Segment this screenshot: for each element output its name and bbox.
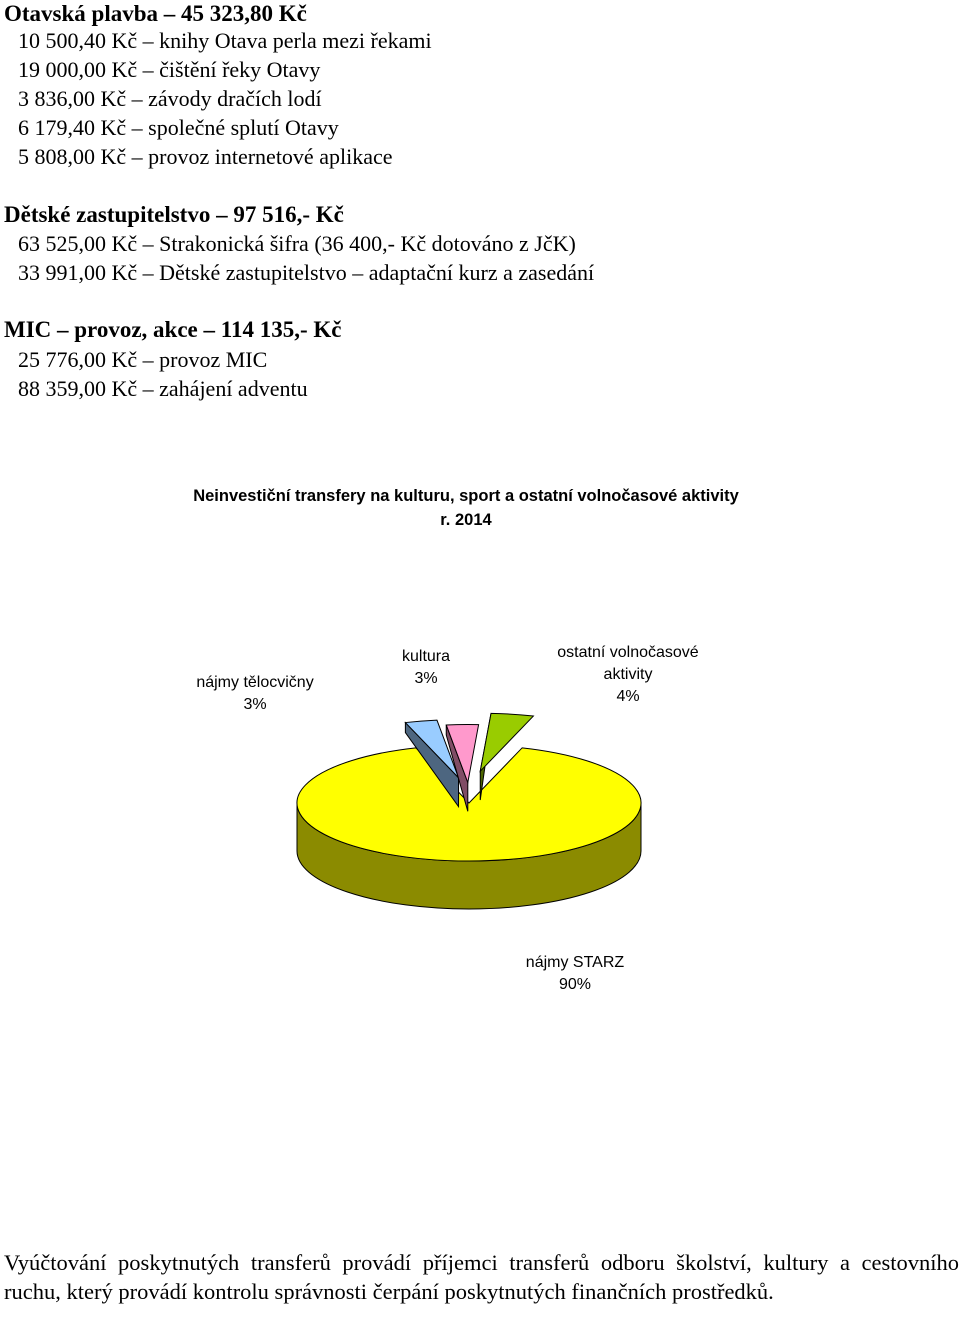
list-item: 25 776,00 Kč – provoz MIC bbox=[18, 347, 268, 372]
slice-label-starz bbox=[505, 952, 645, 996]
slice-label-ostatni bbox=[538, 642, 718, 708]
list-item: 10 500,40 Kč – knihy Otava perla mezi řekami bbox=[18, 28, 432, 53]
list-item: 19 000,00 Kč – čištění řeky Otavy bbox=[18, 57, 321, 82]
chart-title-year: r. 2014 bbox=[440, 511, 492, 529]
chart-title: Neinvestiční transfery na kulturu, sport a ostatní volnočasové aktivity bbox=[193, 487, 739, 505]
slice-name: kultura bbox=[401, 648, 451, 665]
slice-name: ostatní volnočasové bbox=[557, 644, 699, 661]
list-item: 3 836,00 Kč – závody dračích lodí bbox=[18, 86, 322, 111]
list-item: 88 359,00 Kč – zahájení adventu bbox=[18, 376, 308, 401]
pie-chart-graphic bbox=[0, 470, 960, 1030]
footer-paragraph: Vyúčtování poskytnutých transferů provádí příjemci transferů odboru školství, kultury a cestovního ruchu, který provádí kontrolu správnosti čerpání poskytnutých finančních prostředků. bbox=[4, 1250, 959, 1304]
pie-chart bbox=[0, 470, 960, 1030]
slice-label-kultura bbox=[376, 646, 476, 690]
section-heading-mic: MIC – provoz, akce – 114 135,- Kč bbox=[4, 317, 342, 342]
slice-name: nájmy tělocvičny bbox=[196, 674, 314, 691]
section-heading-otavska-plavba: Otavská plavba – 45 323,80 Kč bbox=[4, 1, 307, 26]
slice-name: nájmy STARZ bbox=[525, 954, 625, 971]
slice-name-continued: aktivity bbox=[603, 666, 653, 683]
slice-percent: 90% bbox=[558, 976, 592, 993]
list-item: 33 991,00 Kč – Dětské zastupitelstvo – adaptační kurz a zasedání bbox=[18, 260, 595, 285]
slice-percent: 4% bbox=[616, 688, 640, 705]
list-item: 63 525,00 Kč – Strakonická šifra (36 400,- Kč dotováno z JčK) bbox=[18, 231, 576, 256]
section-heading-detske-zastupitelstvo: Dětské zastupitelstvo – 97 516,- Kč bbox=[4, 202, 344, 227]
slice-percent: 3% bbox=[414, 670, 438, 687]
list-item: 5 808,00 Kč – provoz internetové aplikace bbox=[18, 144, 393, 169]
slice-percent: 3% bbox=[243, 696, 267, 713]
slice-label-telocvicny bbox=[180, 672, 330, 716]
list-item: 6 179,40 Kč – společné splutí Otavy bbox=[18, 115, 339, 140]
